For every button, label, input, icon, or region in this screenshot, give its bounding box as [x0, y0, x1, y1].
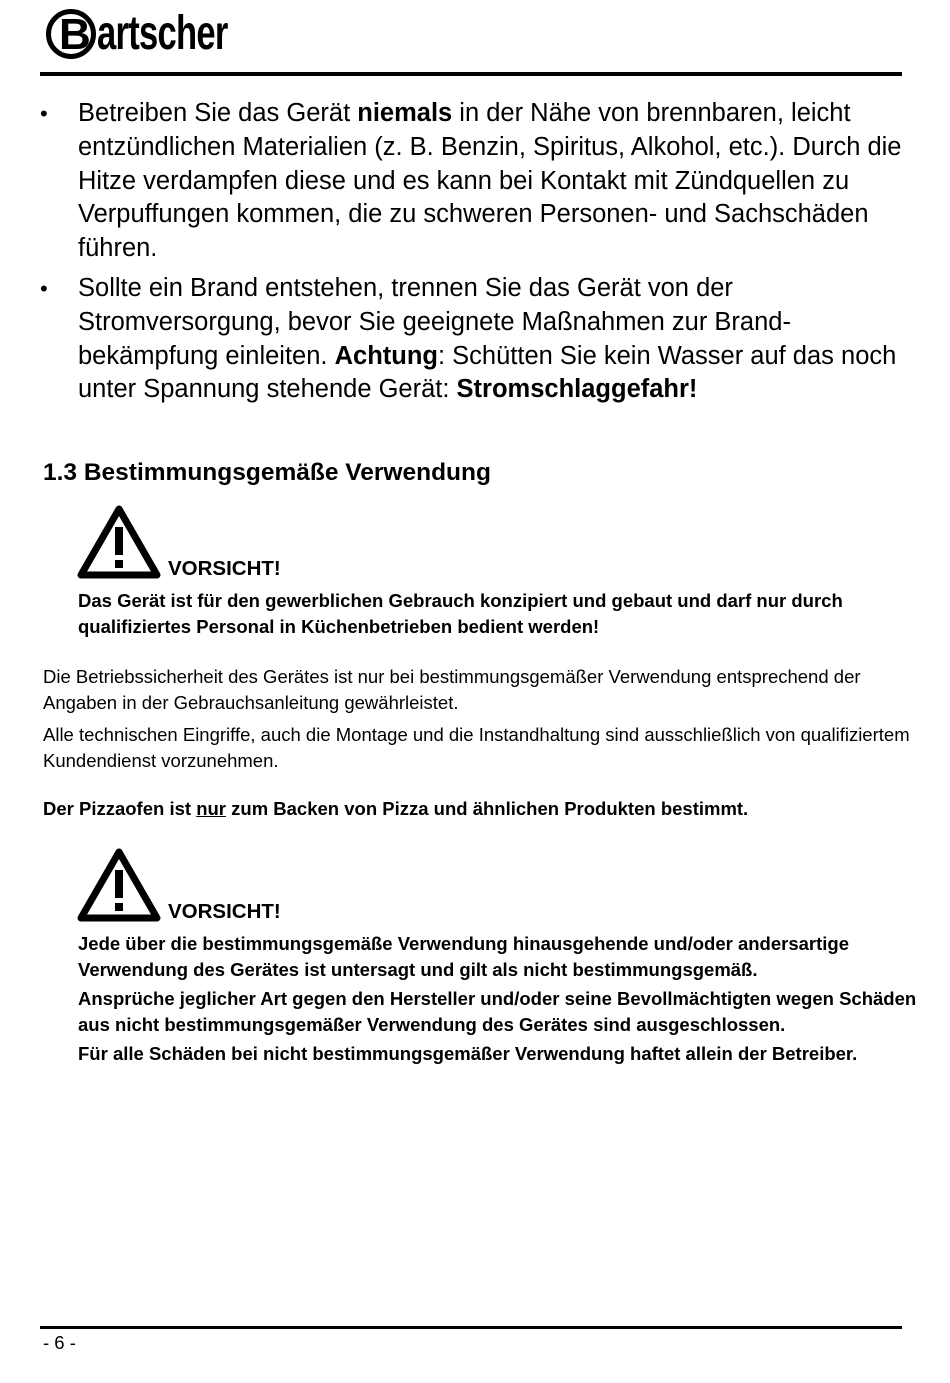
warning-triangle-icon [77, 848, 161, 922]
bullet-text-bold2: Stromschlaggefahr! [456, 375, 698, 404]
safety-bullet-list [40, 97, 920, 413]
bullet-item [40, 97, 920, 266]
bullet-text-post: in der Nähe von brennbaren, leicht entzündlichen Materialien (z. B. Benzin, Spiritus, Alkohol, etc.). Durch die Hitze verdampfen diese und es kann bei Kontakt mit Zündquellen zu Verpuffungen kommen, die zu schweren Personen- und Sachschäden führen. [78, 99, 902, 263]
bullet-text-pre: Sollte ein Brand entstehen, trennen Sie das Gerät von der Stromversorgung, bevor Sie geeignete Maßnahmen zur Brand-bekämpfung einleiten. [78, 273, 791, 370]
pizza-note-pre: Der Pizzaofen ist [43, 798, 197, 819]
pizza-note-underlined: nur [196, 798, 226, 819]
bullet-text-mid: : Schütten Sie kein Wasser auf das noch unter Spannung stehende Gerät: [78, 341, 897, 404]
warning-label: VORSICHT! [168, 557, 281, 580]
logo-wordmark: artscher [97, 7, 228, 60]
warning-text [78, 931, 928, 1071]
warning-paragraph: Für alle Schäden bei nicht bestimmungsgemäßer Verwendung haftet allein der Betreiber. [78, 1043, 858, 1064]
warning-paragraph: Ansprüche jeglicher Art gegen den Hersteller und/oder seine Bevollmächtigten wegen Schäden aus nicht bestimmungsgemäßer Verwendung des Gerätes sind ausgeschlossen. [78, 988, 917, 1035]
page-number: - 6 - [43, 1332, 76, 1353]
warning-paragraph: Das Gerät ist für den gewerblichen Gebrauch konzipiert und gebaut und darf nur durch qualifiziertes Personal in Küchenbetrieben bedient werden! [78, 590, 843, 637]
warning-text [78, 588, 928, 643]
bullet-text-bold: niemals [357, 99, 453, 127]
bullet-dot-icon: • [40, 275, 48, 301]
bullet-text-pre: Betreiben Sie das Gerät [78, 99, 358, 127]
section-title: 1.3 Bestimmungsgemäße Verwendung [43, 459, 491, 486]
logo-letter: B [59, 10, 91, 59]
warning-paragraph: Jede über die bestimmungsgemäße Verwendung hinausgehende und/oder andersartige Verwendung des Gerätes ist untersagt und gilt als nicht bestimmungsgemäß. [78, 933, 850, 980]
pizza-note [43, 796, 923, 822]
bullet-item [40, 272, 920, 407]
header-rule [40, 72, 902, 76]
paragraph: Alle technischen Eingriffe, auch die Montage und die Instandhaltung sind ausschließlich von qualifiziertem Kundendienst vorzunehmen. [43, 724, 910, 771]
warning-triangle-icon [77, 505, 161, 579]
bullet-dot-icon: • [40, 101, 48, 126]
bullet-text-bold: Achtung [334, 341, 438, 370]
pizza-note-post: zum Backen von Pizza und ähnlichen Produkten bestimmt. [226, 798, 749, 819]
footer-rule [40, 1326, 902, 1329]
paragraph: Die Betriebssicherheit des Gerätes ist nur bei bestimmungsgemäßer Verwendung entsprechend der Angaben in der Gebrauchsanleitung gewährleistet. [43, 666, 861, 713]
logo-badge-circle [46, 9, 96, 59]
warning-label: VORSICHT! [168, 900, 281, 923]
